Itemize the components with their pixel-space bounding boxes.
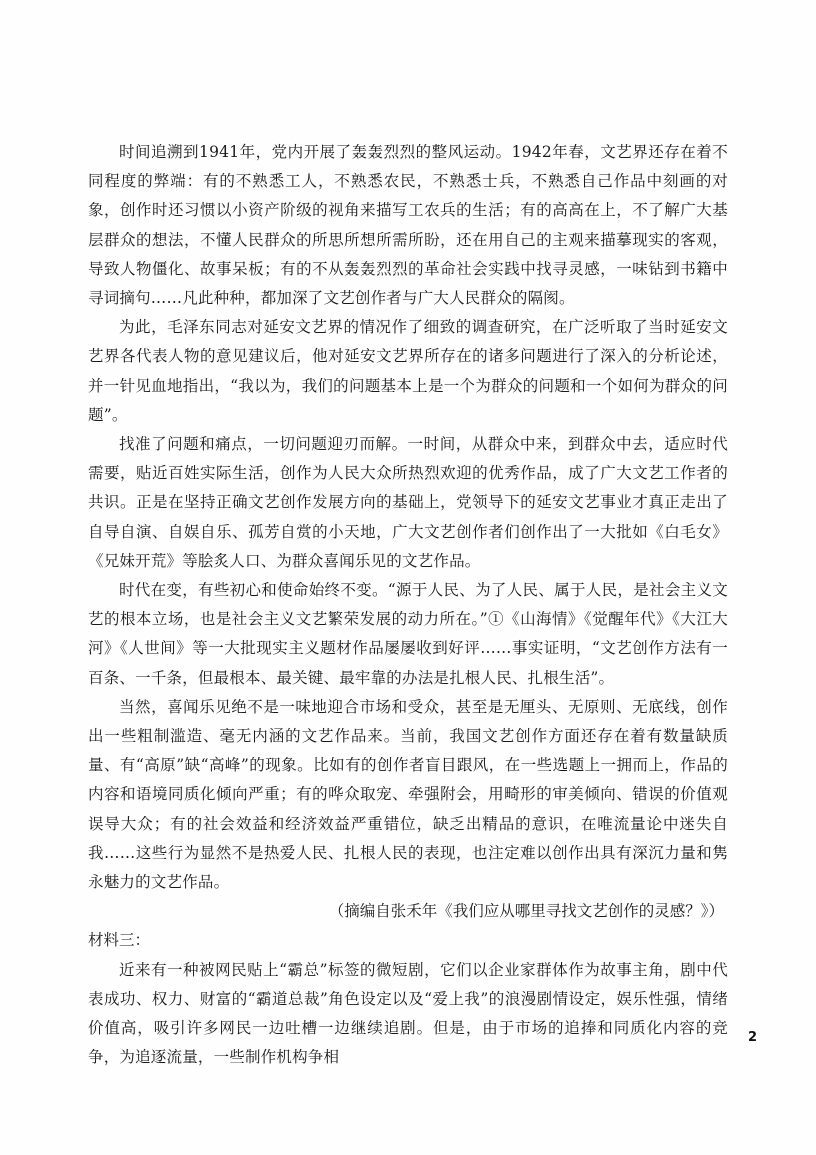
paragraph-1: 时间追溯到1941年，党内开展了轰轰烈烈的整风运动。1942年春，文艺界还存在着不同程度的弊端：有的不熟悉工人，不熟悉农民，不熟悉士兵，不熟悉自己作品中刻画的对象，创作时还习惯以小资产阶级的视角来描写工农兵的生活；有的高高在上，不了解广大基层群众的想法，不懂人民群众的所思所想所需所盼，还在用自己的主观来描摹现实的客观，导致人物僵化、故事呆板；有的不从轰轰烈烈的革命社会实践中找寻灵感，一味钻到书籍中寻词摘句……凡此种种，都加深了文艺创作者与广大人民群众的隔阂。 bbox=[88, 143, 728, 308]
source-citation: （摘编自张禾年《我们应从哪里寻找文艺创作的灵感？》） bbox=[328, 902, 724, 921]
paragraph-2: 为此，毛泽东同志对延安文艺界的情况作了细致的调查研究，在广泛听取了当时延安文艺界各代表人物的意见建议后，他对延安文艺界所存在的诸多问题进行了深入的分析论述，并一针见血地指出，“我以为，我们的问题基本上是一个为群众的问题和一个如何为群众的问题”。 bbox=[88, 318, 728, 424]
document-body bbox=[88, 138, 728, 1073]
page-number: 2 bbox=[748, 1030, 758, 1045]
material3-paragraph: 近来有一种被网民贴上“霸总”标签的微短剧，它们以企业家群体作为故事主角，剧中代表成功、权力、财富的“霸道总裁”角色设定以及“爱上我”的浪漫剧情设定，娱乐性强，情绪价值高，吸引许多网民一边吐槽一边继续追剧。但是，由于市场的追捧和同质化内容的竞争，为追逐流量，一些制作机构争相 bbox=[88, 960, 728, 1067]
material-label: 材料三： bbox=[88, 931, 151, 950]
paragraph-3: 找准了问题和痛点，一切问题迎刃而解。一时间，从群众中来，到群众中去，适应时代需要，贴近百姓实际生活，创作为人民大众所热烈欢迎的优秀作品，成了广大文艺工作者的共识。正是在坚持正确文艺创作发展方向的基础上，党领导下的延安文艺事业才真正走出了自导自演、自娱自乐、孤芳自赏的小天地，广大文艺创作者们创作出了一大批如《白毛女》《兄妹开荒》等脍炙人口、为群众喜闻乐见的文艺作品。 bbox=[88, 435, 728, 570]
paragraph-5: 当然，喜闻乐见绝不是一味地迎合市场和受众，甚至是无厘头、无原则、无底线，创作出一些粗制滥造、毫无内涵的文艺作品来。当前，我国文艺创作方面还存在着有数量缺质量、有“高原”缺“高峰”的现象。比如有的创作者盲目跟风，在一些选题上一拥而上，作品的内容和语境同质化倾向严重；有的哗众取宠、牵强附会，用畸形的审美倾向、错误的价值观误导大众；有的社会效益和经济效益严重错位，缺乏出精品的意识，在唯流量论中迷失自我……这些行为显然不是热爱人民、扎根人民的表现，也注定难以创作出具有深沉力量和隽永魅力的文艺作品。 bbox=[88, 697, 728, 892]
paragraph-4: 时代在变，有些初心和使命始终不变。“源于人民、为了人民、属于人民，是社会主义文艺的根本立场，也是社会主义文艺繁荣发展的动力所在。”①《山海情》《觉醒年代》《大江大河》《人世间》等一大批现实主义题材作品屡屡收到好评……事实证明，“文艺创作方法有一百条、一千条，但最根本、最关键、最牢靠的办法是扎根人民、扎根生活”。 bbox=[88, 581, 728, 687]
